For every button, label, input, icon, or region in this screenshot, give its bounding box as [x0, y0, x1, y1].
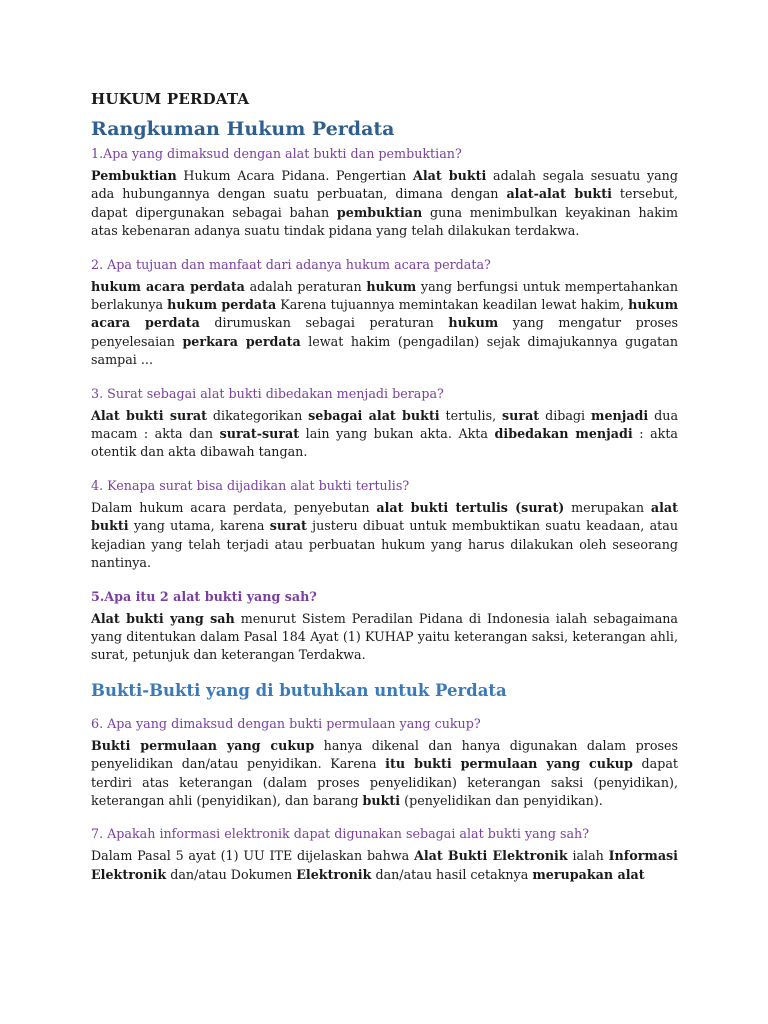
answer-bold-term: Bukti permulaan yang cukup — [91, 737, 315, 753]
answer-6 — [91, 737, 678, 811]
answer-text: : akta otentik dan akta dibawah tangan. — [91, 426, 678, 460]
answer-bold-term: Informasi Elektronik — [91, 848, 678, 882]
answer-bold-term: Alat Bukti Elektronik — [414, 848, 568, 864]
answer-4 — [91, 499, 678, 573]
answer-bold-term: sebagai alat bukti — [308, 407, 440, 423]
answer-text: dikategorikan — [207, 407, 309, 423]
question-4: 4. Kenapa surat bisa dijadikan alat bukti tertulis? — [91, 477, 410, 493]
section-heading-bukti: Bukti-Bukti yang di butuhkan untuk Perdata — [91, 680, 507, 700]
answer-bold-term: merupakan alat — [532, 866, 645, 882]
answer-text: ialah — [567, 848, 609, 864]
answer-bold-term: perkara perdata — [182, 333, 301, 349]
answer-text: dua macam : akta dan — [91, 407, 679, 442]
answer-bold-term: dibedakan menjadi — [494, 426, 633, 442]
answer-text: dirumuskan sebagai peraturan — [199, 315, 449, 331]
answer-text: adalah peraturan — [244, 278, 367, 294]
answer-text: tertulis, — [439, 407, 503, 423]
answer-text: justeru dibuat untuk membuktikan suatu keadaan, atau kejadian yang telah terjadi atau perbuatan hukum yang harus dilakukan oleh seseorang nantinya. — [91, 518, 678, 571]
answer-text: merupakan — [564, 499, 651, 515]
answer-bold-term: alat bukti tertulis (surat) — [376, 499, 565, 515]
answer-bold-term: itu bukti permulaan yang cukup — [385, 756, 633, 772]
document-title: HUKUM PERDATA — [91, 90, 250, 108]
answer-text: (penyelidikan dan penyidikan). — [400, 792, 603, 808]
answer-bold-term: Alat bukti — [412, 168, 487, 183]
answer-bold-term: hukum acara perdata — [91, 297, 678, 331]
question-1: 1.Apa yang dimaksud dengan alat bukti dan pembuktian? — [91, 146, 462, 161]
question-7: 7. Apakah informasi elektronik dapat digunakan sebagai alat bukti yang sah? — [91, 826, 590, 842]
answer-bold-term: menjadi — [591, 407, 649, 423]
question-2: 2. Apa tujuan dan manfaat dari adanya hukum acara perdata? — [91, 256, 491, 272]
answer-text: Karena tujuannya memintakan keadilan lewat hakim, — [276, 297, 629, 313]
question-5: 5.Apa itu 2 alat bukti yang sah? — [91, 588, 317, 604]
answer-text: menurut Sistem Peradilan Pidana di Indonesia ialah sebagaimana yang ditentukan dalam Pasal 184 Ayat (1) KUHAP yaitu keterangan saksi, keterangan ahli, surat, petunjuk dan keterangan Terdakwa. — [91, 610, 678, 663]
answer-bold-term: surat — [502, 407, 540, 423]
answer-text: dapat terdiri atas keterangan (dalam proses penyelidikan) keterangan saksi (penyidikan), keterangan ahli (penyidikan), dan barang — [91, 756, 678, 808]
answer-text: Dalam hukum acara perdata, penyebutan — [91, 499, 377, 515]
answer-bold-term: bukti — [362, 792, 401, 808]
answer-text: adalah segala sesuatu yang ada hubungannya dengan suatu perbuatan, dimana dengan — [91, 168, 678, 202]
answer-text: yang berfungsi untuk mempertahankan berlakunya — [91, 278, 678, 313]
question-3: 3. Surat sebagai alat bukti dibedakan menjadi berapa? — [91, 385, 444, 401]
answer-text: dan/atau Dokumen — [166, 866, 297, 882]
answer-2 — [91, 278, 678, 370]
answer-text: dibagi — [539, 407, 592, 423]
answer-text: dan/atau hasil cetaknya — [371, 866, 533, 882]
answer-bold-term: Elektronik — [296, 866, 372, 882]
answer-bold-term: hukum — [448, 315, 499, 331]
answer-3 — [91, 407, 678, 462]
answer-7 — [91, 847, 678, 884]
answer-text: lewat hakim (pengadilan) sejak dimajukannya gugatan sampai ... — [91, 333, 678, 368]
answer-text: Hukum Acara Pidana. Pengertian — [176, 168, 413, 183]
answer-text: Dalam Pasal 5 ayat (1) UU ITE dijelaskan bahwa — [91, 848, 414, 864]
answer-bold-term: surat-surat — [219, 426, 300, 442]
answer-text: yang utama, karena — [128, 518, 270, 534]
answer-bold-term: alat-alat bukti — [506, 186, 612, 202]
answer-bold-term: pembuktian — [336, 204, 423, 220]
section-heading-rangkuman: Rangkuman Hukum Perdata — [91, 118, 395, 140]
answer-text: yang mengatur proses penyelesaian — [91, 315, 678, 349]
answer-bold-term: hukum acara perdata — [91, 278, 245, 294]
answer-bold-term: Alat bukti yang sah — [91, 610, 235, 626]
answer-bold-term: Pembuktian — [91, 168, 177, 183]
answer-text: lain yang bukan akta. Akta — [299, 426, 495, 442]
answer-1 — [91, 167, 678, 241]
answer-5 — [91, 610, 678, 665]
answer-bold-term: hukum perdata — [167, 297, 277, 313]
answer-text: hanya dikenal dan hanya digunakan dalam proses penyelidikan dan/atau penyidikan. Karena — [91, 737, 678, 772]
answer-bold-term: hukum — [366, 278, 417, 294]
answer-text: tersebut, dapat dipergunakan sebagai bahan — [91, 186, 679, 220]
question-6: 6. Apa yang dimaksud dengan bukti permulaan yang cukup? — [91, 715, 481, 731]
answer-bold-term: surat — [269, 518, 307, 534]
answer-text: guna menimbulkan keyakinan hakim atas kebenaran adanya suatu tindak pidana yang telah dilakukan terdakwa. — [91, 204, 678, 239]
answer-bold-term: Alat bukti surat — [91, 407, 208, 423]
answer-bold-term: alat bukti — [91, 499, 678, 534]
